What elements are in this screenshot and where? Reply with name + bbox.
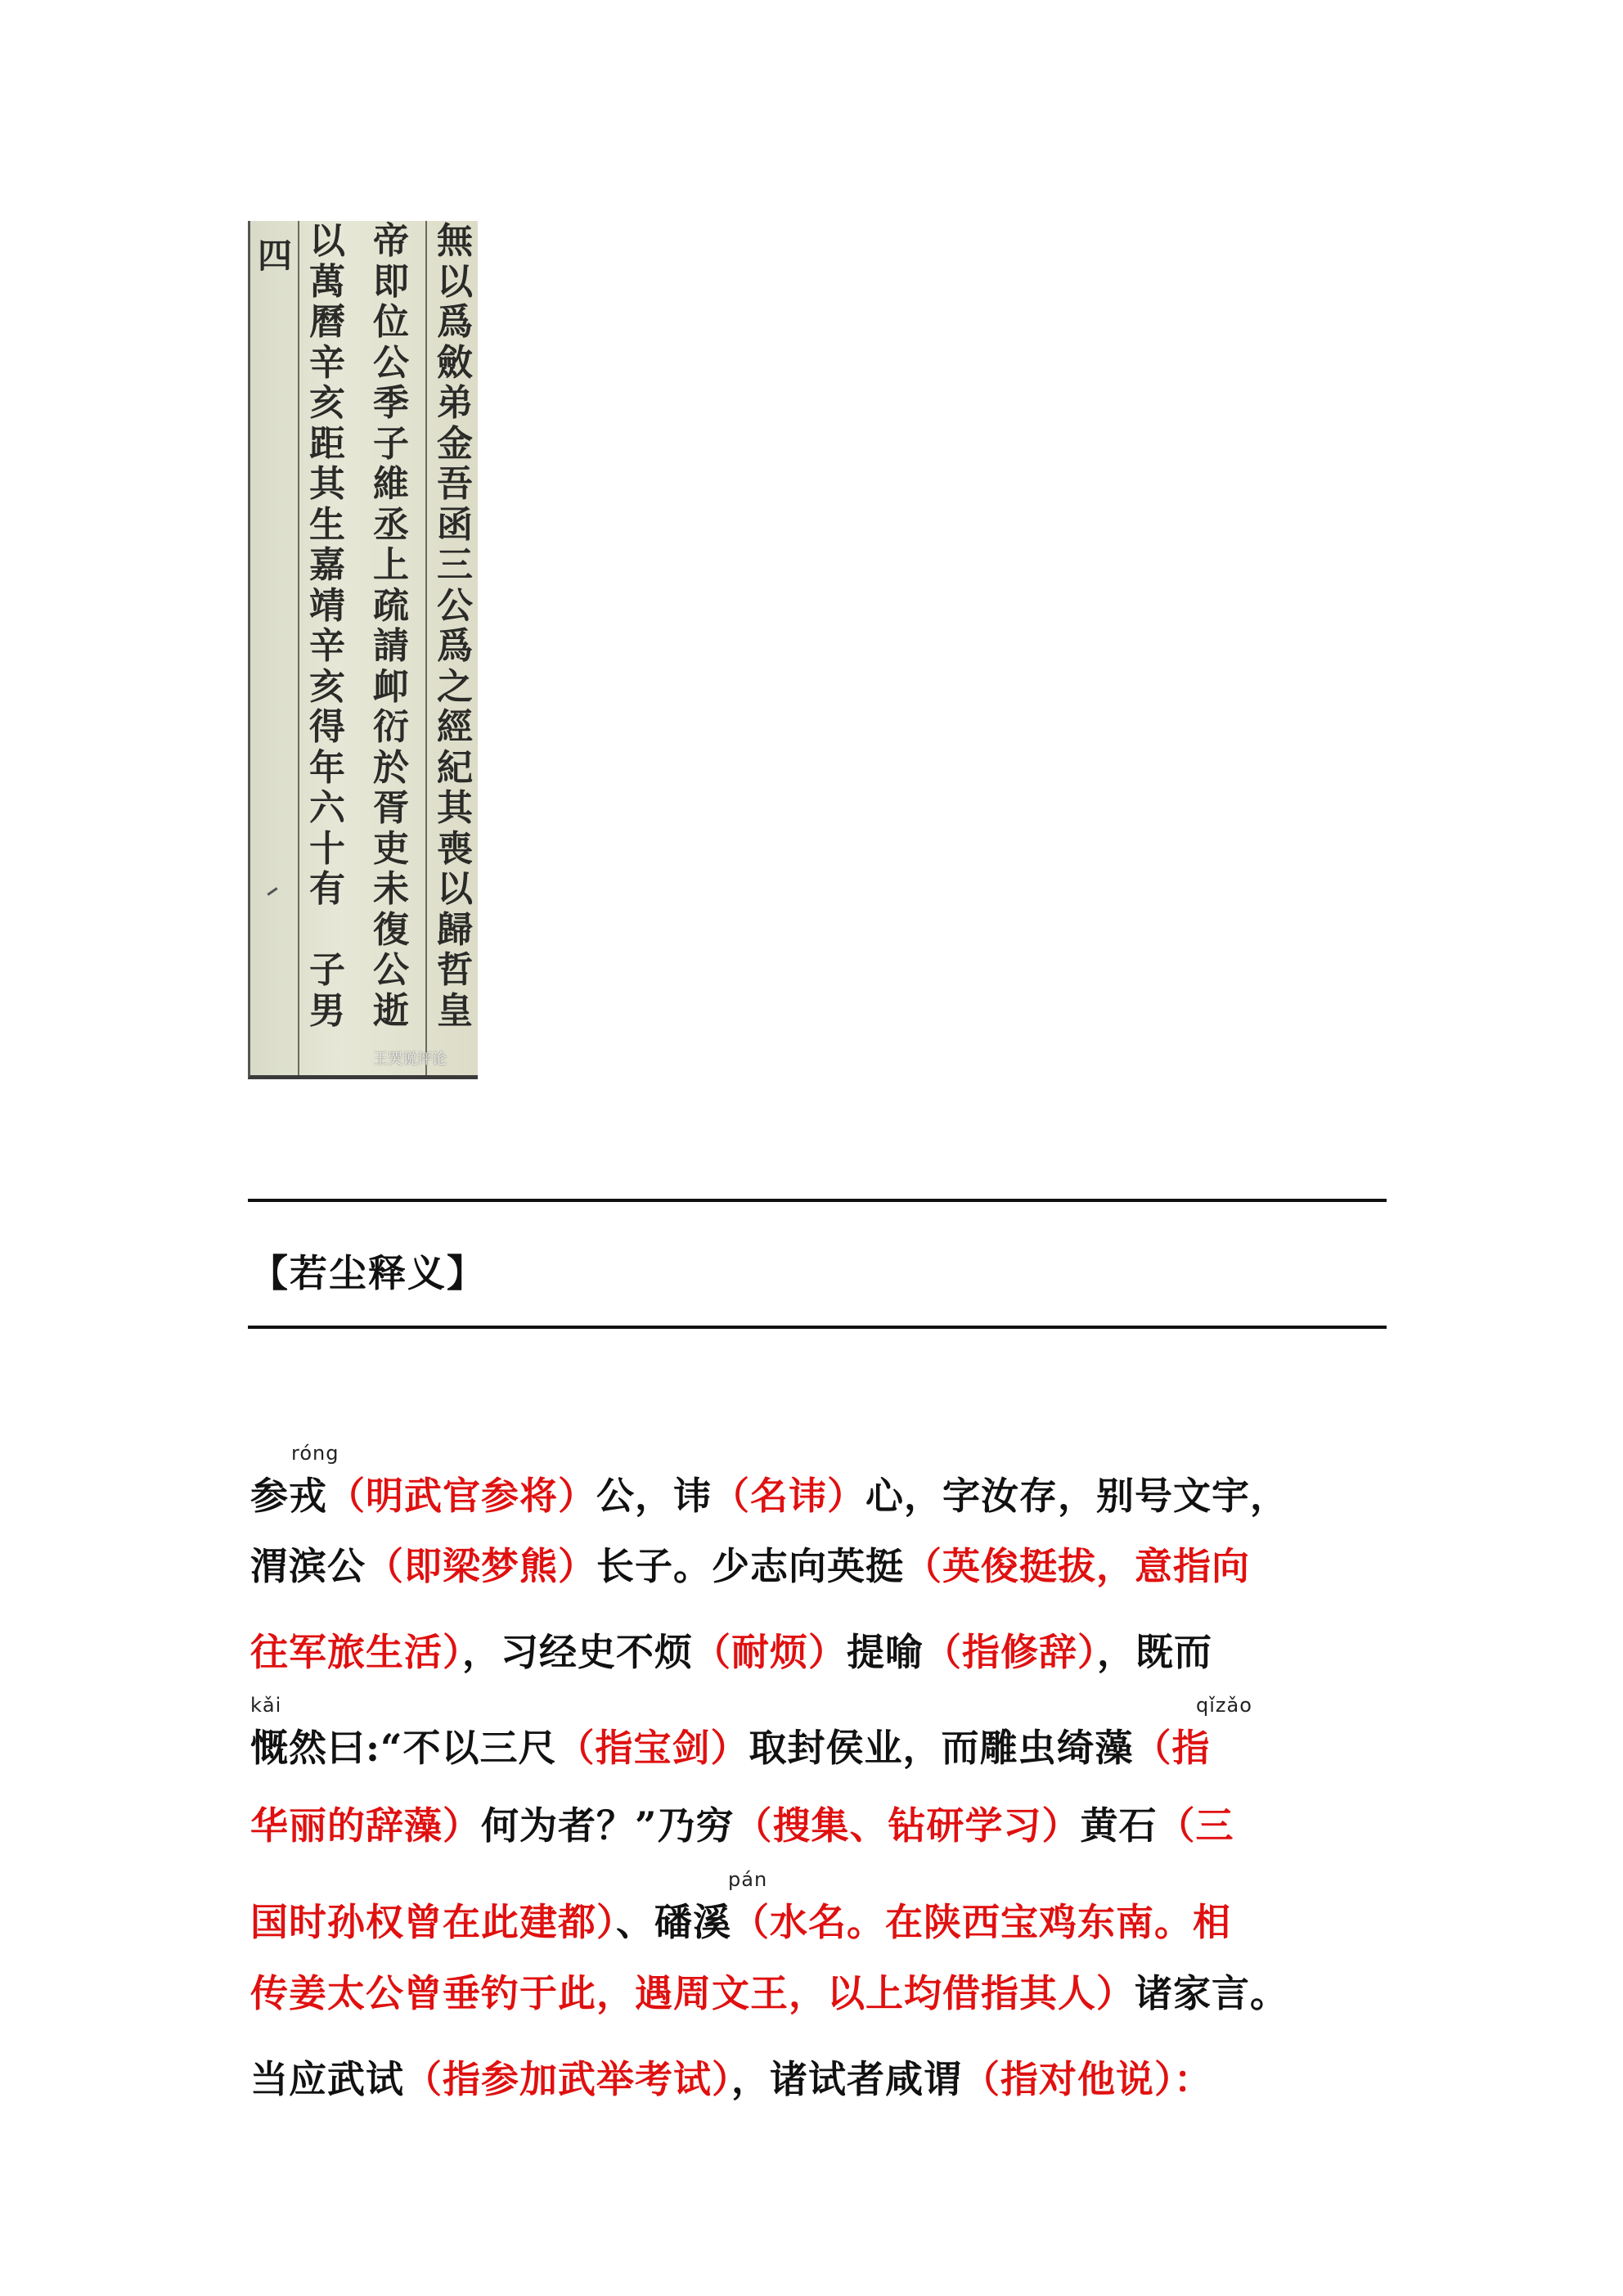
- pinyin-kai: kǎi: [250, 1694, 282, 1717]
- scan-glyph: 於: [373, 746, 409, 789]
- scan-glyph: 復: [373, 908, 409, 951]
- source-text: 当应武试: [250, 2057, 404, 2101]
- scan-glyph: 三: [437, 544, 473, 586]
- scan-glyph: 維: [373, 463, 409, 505]
- scan-glyph: 靖: [309, 584, 345, 627]
- scan-glyph: 萬: [309, 260, 345, 303]
- scan-glyph: 弟: [437, 382, 473, 424]
- scan-glyph: 得: [309, 706, 345, 748]
- text-line: [250, 2050, 1389, 2104]
- scan-glyph: 喪: [437, 827, 473, 870]
- scan-glyph: 吏: [373, 827, 409, 870]
- scan-glyph: 位: [373, 301, 409, 343]
- source-text: 长子。少志向英挺: [596, 1544, 904, 1588]
- scan-glyph: 季: [373, 382, 409, 424]
- scan-glyph: 辛: [309, 625, 345, 667]
- scan-glyph: 卹: [373, 665, 409, 708]
- scan-glyph: 十: [309, 827, 345, 870]
- scan-glyph: 嘉: [309, 544, 345, 586]
- scan-glyph: 曆: [309, 301, 345, 343]
- scan-glyph: 斂: [437, 341, 473, 384]
- annotation-text: （明武官参将）: [327, 1474, 596, 1518]
- annotation-text: （搜集、钻研学习）: [734, 1803, 1081, 1848]
- source-text: 参戎: [250, 1474, 327, 1518]
- scan-glyph: 函: [437, 503, 473, 546]
- source-text: 取封侯业，而雕虫绮藻: [749, 1726, 1134, 1770]
- source-text: 慨然曰:“不以三尺: [250, 1726, 557, 1770]
- text-line: [250, 1964, 1389, 2018]
- section-heading: 【若尘释义】: [250, 1251, 486, 1295]
- text-line: [250, 1796, 1389, 1850]
- annotation-text: （即梁梦熊）: [366, 1544, 596, 1588]
- source-text: 公，讳: [596, 1474, 712, 1518]
- scan-glyph: 皇: [437, 989, 473, 1032]
- annotation-text: （指: [1133, 1726, 1211, 1770]
- watermark: 王哭说评论: [373, 1051, 447, 1068]
- scan-column-1: [434, 221, 476, 1031]
- annotation-text: 往军旅生活）: [250, 1630, 462, 1674]
- scan-glyph: 經: [437, 706, 473, 748]
- source-text: 黄石: [1080, 1803, 1158, 1848]
- scan-glyph: 無: [437, 221, 473, 262]
- scan-glyph: 爲: [437, 625, 473, 667]
- scan-page-number: 四: [257, 236, 292, 276]
- scan-glyph: 以: [437, 868, 473, 910]
- annotation-text: （指宝剑）: [556, 1726, 749, 1770]
- scan-glyph: 哲: [437, 949, 473, 991]
- scan-glyph: 之: [437, 665, 473, 708]
- source-text: ，诸试者咸谓: [731, 2057, 962, 2101]
- scan-glyph: 辛: [309, 341, 345, 384]
- scan-glyph: 未: [373, 868, 409, 910]
- scan-glyph: 生: [309, 503, 345, 546]
- scan-glyph: 疏: [373, 584, 409, 627]
- scan-column-3: [306, 221, 348, 1031]
- scan-glyph: 其: [437, 787, 473, 829]
- source-text: 心，字汝存，别号文宇，: [865, 1474, 1288, 1518]
- scan-glyph: 爲: [437, 301, 473, 343]
- source-text: 诸家言。: [1135, 1971, 1288, 2015]
- annotation-text: （水名。在陕西宝鸡东南。相: [731, 1900, 1231, 1944]
- scan-glyph: 亥: [309, 382, 345, 424]
- column-rule: [425, 221, 427, 1075]
- scan-glyph: 子: [309, 949, 345, 991]
- scan-glyph: 丞: [373, 503, 409, 546]
- divider-bottom: [248, 1326, 1387, 1329]
- scan-glyph: 以: [309, 221, 345, 262]
- annotation-text: （指对他说）：: [962, 2057, 1212, 2101]
- scan-glyph: [306, 910, 348, 951]
- source-text: ，习经史不烦: [462, 1630, 693, 1674]
- text-line: [250, 1466, 1389, 1520]
- annotation-text: （英俊挺拔，意指向: [904, 1544, 1250, 1588]
- annotation-text: 华丽的辞藻）: [250, 1803, 481, 1848]
- scan-glyph: 距: [309, 422, 345, 465]
- scan-glyph: 六: [309, 787, 345, 829]
- scan-glyph: 金: [437, 422, 473, 465]
- scan-glyph: 子: [373, 422, 409, 465]
- scan-column-2: [370, 221, 412, 1031]
- scan-glyph: 𧗠: [373, 706, 409, 748]
- source-text: 何为者？”乃穷: [481, 1803, 735, 1848]
- annotation-text: （三: [1157, 1803, 1234, 1848]
- scan-glyph: 公: [373, 949, 409, 991]
- text-line: [250, 1537, 1389, 1591]
- scan-glyph: 紀: [437, 746, 473, 789]
- scan-glyph: 上: [373, 544, 409, 586]
- scan-glyph: 其: [309, 463, 345, 505]
- scan-glyph: 歸: [437, 908, 473, 951]
- source-text: 、磻溪: [616, 1900, 731, 1944]
- text-line: [250, 1623, 1389, 1677]
- scan-glyph: 胥: [373, 787, 409, 829]
- annotation-text: 传姜太公曾垂钓于此，遇周文王，以上均借指其人）: [250, 1971, 1135, 2015]
- annotation-text: 国时孙权曾在此建都）: [250, 1900, 616, 1944]
- source-text: 提喻: [847, 1630, 924, 1674]
- text-line: [250, 1718, 1389, 1772]
- pinyin-qizao: qǐzǎo: [1196, 1694, 1252, 1717]
- scan-glyph: 吾: [437, 463, 473, 505]
- source-text: ，既而: [1097, 1630, 1212, 1674]
- divider-top: [248, 1199, 1387, 1202]
- scan-glyph: 以: [437, 260, 473, 303]
- ink-mark: [267, 887, 277, 895]
- scan-glyph: 帝: [373, 221, 409, 262]
- scan-glyph: 亥: [309, 665, 345, 708]
- text-line: [250, 1893, 1389, 1947]
- scan-glyph: 男: [309, 989, 345, 1032]
- column-rule: [298, 221, 299, 1075]
- scan-glyph: 公: [373, 341, 409, 384]
- annotation-text: （指修辞）: [924, 1630, 1097, 1674]
- scan-glyph: 請: [373, 625, 409, 667]
- pinyin-pan: pán: [728, 1868, 768, 1891]
- scan-glyph: 逝: [373, 989, 409, 1032]
- pinyin-rong: róng: [291, 1442, 339, 1465]
- scan-glyph: 有: [309, 868, 345, 910]
- annotation-text: （指参加武举考试）: [404, 2057, 731, 2101]
- scan-glyph: 即: [373, 260, 409, 303]
- annotation-text: （名讳）: [712, 1474, 865, 1518]
- annotation-text: （耐烦）: [693, 1630, 847, 1674]
- scan-glyph: 年: [309, 746, 345, 789]
- scanned-text-image: [248, 221, 478, 1079]
- scan-glyph: 公: [437, 584, 473, 627]
- source-text: 渭滨公: [250, 1544, 366, 1588]
